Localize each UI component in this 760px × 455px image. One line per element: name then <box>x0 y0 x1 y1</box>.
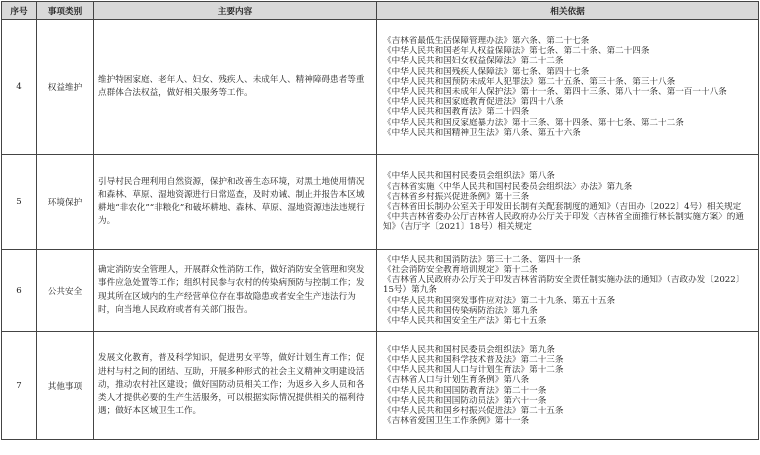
basis-item: 《中华人民共和国科学技术普及法》第二十三条 <box>383 354 564 365</box>
basis-item: 《中华人民共和国村民委员会组织法》第八条 <box>383 171 555 182</box>
table-row <box>2 20 759 155</box>
basis-item: 《中华人民共和国突发事件应对法》第二十九条、第五十五条 <box>383 295 616 306</box>
basis-item: 《中华人民共和国家庭教育促进法》第四十八条 <box>383 97 564 108</box>
row-num: 7 <box>2 332 37 440</box>
row-category: 其他事项 <box>37 332 94 440</box>
row-basis <box>377 332 759 440</box>
row-content: 维护特困家庭、老年人、妇女、残疾人、未成年人、精神障碍患者等重点群体合法权益，做好相关服务等工作。 <box>94 20 377 155</box>
row-basis <box>377 250 759 332</box>
table-row <box>2 332 759 440</box>
basis-item: 《中华人民共和国国防动员法》第六十一条 <box>383 395 547 406</box>
row-category: 公共安全 <box>37 250 94 332</box>
basis-item: 《中华人民共和国残疾人保障法》第七条、第四十七条 <box>383 66 590 77</box>
basis-item: 《社会消防安全教育培训规定》第十二条 <box>383 264 538 275</box>
duties-table <box>1 1 759 440</box>
table-row <box>2 155 759 250</box>
header-basis: 相关依据 <box>377 2 759 20</box>
basis-item: 《中华人民共和国国防教育法》第二十一条 <box>383 385 547 396</box>
basis-item: 《中华人民共和国乡村振兴促进法》第二十五条 <box>383 405 564 416</box>
row-category: 权益维护 <box>37 20 94 155</box>
table-header-row <box>2 2 759 20</box>
header-content: 主要内容 <box>94 2 377 20</box>
row-content: 发展文化教育，普及科学知识，促进男女平等，做好计划生育工作；促进村与村之间的团结、互助，开展多种形式的社会主义精神文明建设活动，推动农村社区建设；做好国防动员相关工作；为返乡入乡人员和各类人才提供必要的生产生活服务，可以根据实际情况提供相关的福利待遇；做好本区域卫生工作。 <box>94 332 377 440</box>
basis-item: 《吉林省人民政府办公厅关于印发吉林省消防安全责任制实施办法的通知》（吉政办发〔2022〕15号）第九条 <box>383 275 745 296</box>
basis-item: 《中华人民共和国教育法》第二十四条 <box>383 107 530 118</box>
row-num: 4 <box>2 20 37 155</box>
basis-item: 《中华人民共和国人口与计划生育法》第十二条 <box>383 365 564 376</box>
row-content: 引导村民合理利用自然资源，保护和改善生态环境，对黑土地使用情况和森林、草原、湿地资源进行日常巡查，及时劝诫、制止并报告本区域耕地“非农化”“非粮化”和破坏耕地、森林、草原、湿地资源违法违规行为。 <box>94 155 377 250</box>
basis-item: 《中华人民共和国预防未成年人犯罪法》第二十五条、第三十条、第三十八条 <box>383 76 676 87</box>
table-row <box>2 250 759 332</box>
basis-item: 《中华人民共和国反家庭暴力法》第十三条、第十四条、第十七条、第二十二条 <box>383 117 684 128</box>
basis-item: 《中华人民共和国村民委员会组织法》第九条 <box>383 344 555 355</box>
basis-item: 《吉林省爱国卫生工作条例》第十一条 <box>383 416 530 427</box>
basis-item: 《吉林省乡村振兴促进条例》第十三条 <box>383 191 530 202</box>
basis-item: 《中华人民共和国未成年人保护法》第十一条、第四十三条、第八十一条、第一百一十八条 <box>383 87 727 97</box>
header-num: 序号 <box>2 2 37 20</box>
basis-item: 《吉林省实施〈中华人民共和国村民委员会组织法〉办法》第九条 <box>383 181 633 192</box>
row-basis <box>377 20 759 155</box>
basis-item: 《中共吉林省委办公厅吉林省人民政府办公厅关于印发〈吉林省全面推行林长制实施方案〉的通知》（吉厅字〔2021〕18号）相关规定 <box>383 212 744 233</box>
row-basis <box>377 155 759 250</box>
basis-item: 《中华人民共和国妇女权益保障法》第二十二条 <box>383 56 564 67</box>
row-num: 5 <box>2 155 37 250</box>
basis-item: 《中华人民共和国精神卫生法》第八条、第五十六条 <box>383 127 581 138</box>
basis-item: 《吉林省人口与计划生育条例》第八条 <box>383 375 530 386</box>
basis-item: 《中华人民共和国安全生产法》第七十五条 <box>383 316 547 326</box>
basis-item: 《吉林省田长制办公室关于印发田长制有关配套制度的通知》（吉田办〔2022〕4号）相关规定 <box>383 202 742 212</box>
row-num: 6 <box>2 250 37 332</box>
basis-item: 《中华人民共和国传染病防治法》第九条 <box>383 305 538 316</box>
basis-item: 《吉林省最低生活保障管理办法》第六条、第二十七条 <box>383 35 590 46</box>
row-category: 环境保护 <box>37 155 94 250</box>
basis-item: 《中华人民共和国老年人权益保障法》第七条、第二十条、第二十四条 <box>383 46 650 57</box>
row-content: 确定消防安全管理人，开展群众性消防工作，做好消防安全管理和突发事件应急处置等工作；组织村民参与农村的传染病预防与控制工作；发现其所在区域内的生产经营单位存在事故隐患或者安全生产违法行为时，向当地人民政府或者有关部门报告。 <box>94 250 377 332</box>
basis-item: 《中华人民共和国消防法》第三十二条、第四十一条 <box>383 254 581 265</box>
header-category: 事项类别 <box>37 2 94 20</box>
